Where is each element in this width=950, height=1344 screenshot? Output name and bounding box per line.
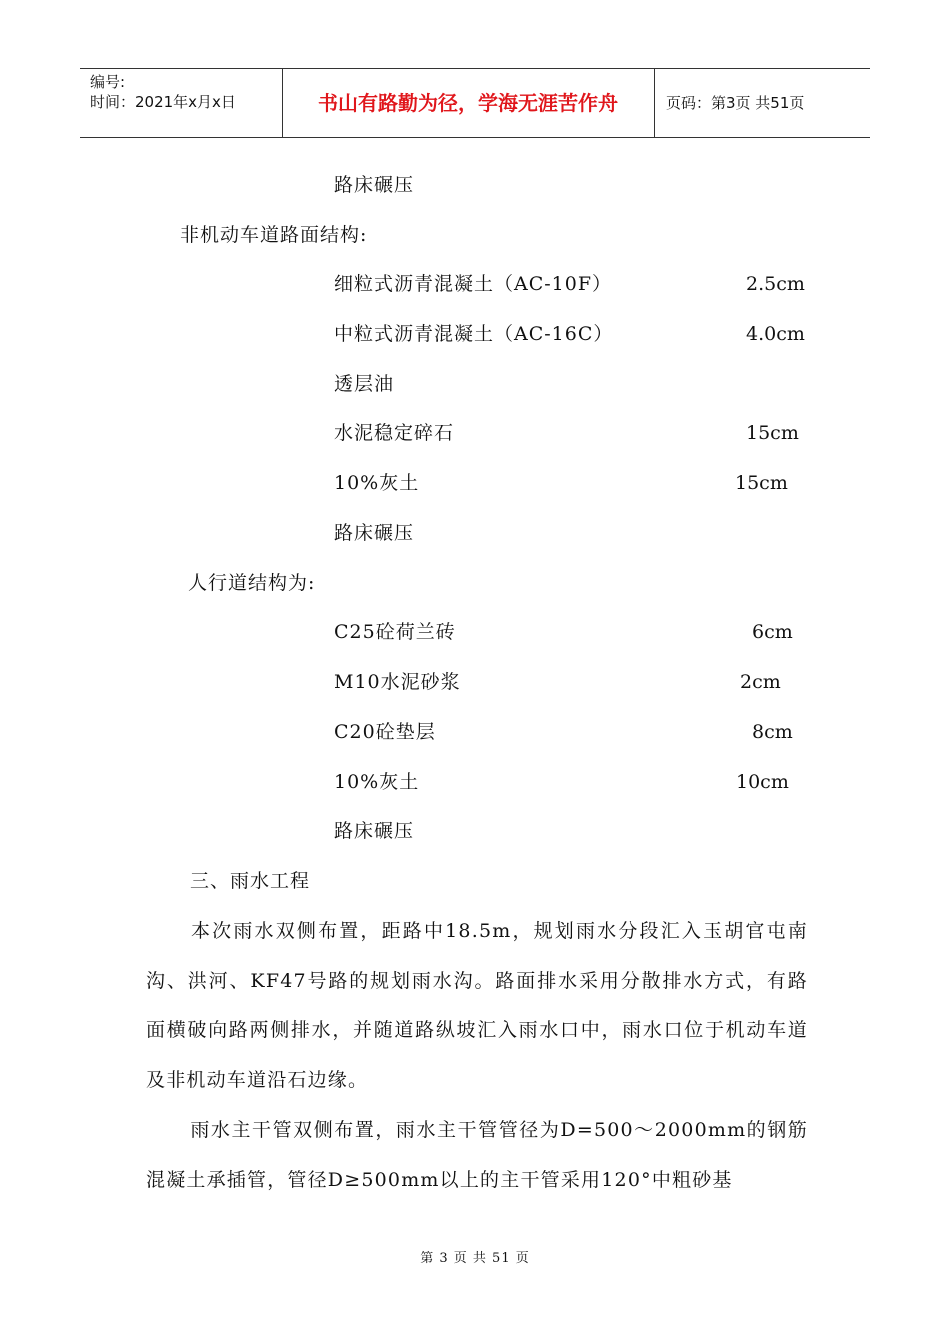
paragraph-text: 雨水主干管双侧布置，雨水主干管管径为D=500～2000mm的钢筋混凝土承插管，管径D≥500mm以上的主干管采用120°中粗砂基 xyxy=(146,1119,808,1191)
layer-thickness: 15cm xyxy=(735,472,788,494)
layer-name: 中粒式沥青混凝土（AC-16C） xyxy=(334,323,614,345)
layer-name: C25砼荷兰砖 xyxy=(334,621,456,643)
line-subgrade-2: 路床碾压 xyxy=(334,522,415,544)
line-subgrade-3: 路床碾压 xyxy=(334,820,415,842)
page-header xyxy=(80,68,870,138)
header-page-info: 页码：第3页 共51页 xyxy=(666,94,805,112)
layer-name: 细粒式沥青混凝土（AC-10F） xyxy=(334,273,613,295)
section-heading-rainwater: 三、雨水工程 xyxy=(190,870,311,892)
layer-thickness: 10cm xyxy=(736,771,789,793)
layer-name: 10%灰土 xyxy=(334,771,420,793)
layer-name: M10水泥砂浆 xyxy=(334,671,461,693)
line-subgrade-1: 路床碾压 xyxy=(334,174,415,196)
page-footer: 第 3 页 共 51 页 xyxy=(420,1251,530,1266)
paragraph-rainwater-layout xyxy=(146,907,808,1105)
layer-name: 透层油 xyxy=(334,373,395,395)
layer-thickness: 6cm xyxy=(752,621,793,643)
heading-sidewalk-structure: 人行道结构为: xyxy=(188,572,316,594)
layer-name: 10%灰土 xyxy=(334,472,420,494)
layer-thickness: 4.0cm xyxy=(746,323,805,345)
layer-thickness: 8cm xyxy=(752,721,793,743)
time-label: 时间：2021年x月x日 xyxy=(90,93,236,111)
layer-name: 水泥稳定碎石 xyxy=(334,422,455,444)
layer-thickness: 15cm xyxy=(746,422,799,444)
number-label: 编号: xyxy=(90,73,126,91)
header-meta xyxy=(80,69,283,137)
paragraph-main-pipe xyxy=(146,1106,808,1205)
heading-nonmotor-structure: 非机动车道路面结构: xyxy=(180,224,368,246)
paragraph-text: 本次雨水双侧布置，距路中18.5m，规划雨水分段汇入玉胡官屯南沟、洪河、KF47号路的规划雨水沟。路面排水采用分散排水方式，有路面横破向路两侧排水，并随道路纵坡汇入雨水口中，雨水口位于机动车道及非机动车道沿石边缘。 xyxy=(146,920,808,1091)
header-motto: 书山有路勤为径，学海无涯苦作舟 xyxy=(282,69,655,137)
layer-thickness: 2cm xyxy=(740,671,781,693)
layer-thickness: 2.5cm xyxy=(746,273,805,295)
layer-name: C20砼垫层 xyxy=(334,721,436,743)
